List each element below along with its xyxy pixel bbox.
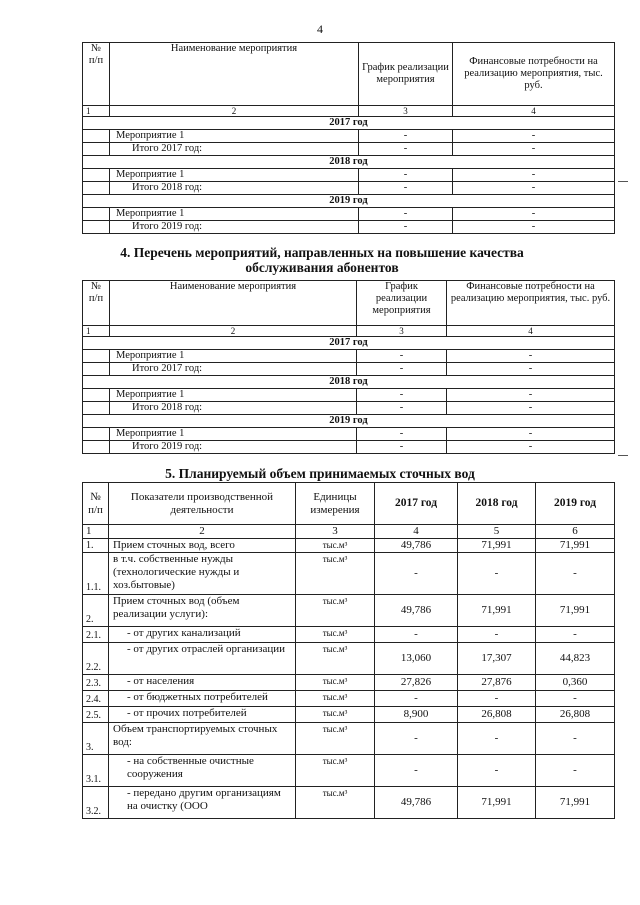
event-finance: -: [453, 208, 615, 221]
year-total-label: Итого 2018 год:: [110, 182, 359, 195]
value-2019: 71,991: [536, 787, 615, 819]
value-2017: -: [375, 691, 458, 707]
year-total-label: Итого 2017 год:: [110, 363, 357, 376]
value-2018: -: [458, 553, 536, 595]
value-2017: -: [375, 723, 458, 755]
indicator-name: - от прочих потребителей: [109, 707, 296, 723]
header-2017: 2017 год: [375, 483, 458, 525]
event-schedule: -: [359, 169, 453, 182]
value-2018: -: [458, 723, 536, 755]
header-finance: Финансовые потребности на реализацию мероприятия, тыс. руб.: [447, 281, 615, 326]
col-num: 2: [109, 525, 296, 539]
header-no: № п/п: [83, 483, 109, 525]
row-number: 1.1.: [83, 553, 109, 595]
event-finance: -: [447, 389, 615, 402]
total-finance: -: [453, 182, 615, 195]
value-2018: 71,991: [458, 595, 536, 627]
indicator-name: - от населения: [109, 675, 296, 691]
scan-margin-mark: [618, 455, 628, 456]
event-finance: -: [453, 130, 615, 143]
unit: тыс.м³: [296, 691, 375, 707]
value-2017: 13,060: [375, 643, 458, 675]
unit: тыс.м³: [296, 675, 375, 691]
header-2018: 2018 год: [458, 483, 536, 525]
event-finance: -: [453, 169, 615, 182]
year-row: 2018 год: [83, 376, 615, 389]
unit: тыс.м³: [296, 787, 375, 819]
events-table-previous: [82, 42, 615, 234]
page-number: 4: [317, 22, 323, 36]
col-num: 3: [359, 106, 453, 117]
value-2018: -: [458, 691, 536, 707]
value-2018: -: [458, 627, 536, 643]
value-2017: -: [375, 755, 458, 787]
value-2019: -: [536, 755, 615, 787]
unit: тыс.м³: [296, 755, 375, 787]
total-schedule: -: [357, 363, 447, 376]
indicator-name: Прием сточных вод, всего: [109, 539, 296, 553]
year-total-label: Итого 2019 год:: [110, 441, 357, 454]
row-number: 3.: [83, 723, 109, 755]
value-2018: 17,307: [458, 643, 536, 675]
section-5-title: 5. Планируемый объем принимаемых сточных вод: [165, 466, 475, 481]
year-total-label: Итого 2017 год:: [110, 143, 359, 156]
indicator-name: - на собственные очистные сооружения: [109, 755, 296, 787]
col-num: 6: [536, 525, 615, 539]
event-name: Мероприятие 1: [110, 350, 357, 363]
unit: тыс.м³: [296, 539, 375, 553]
total-finance: -: [447, 441, 615, 454]
header-unit: Единицы измерения: [296, 483, 375, 525]
events-table-service-quality: [82, 280, 615, 454]
value-2019: 0,360: [536, 675, 615, 691]
header-2019: 2019 год: [536, 483, 615, 525]
value-2017: -: [375, 553, 458, 595]
value-2017: 49,786: [375, 595, 458, 627]
indicator-name: - от бюджетных потребителей: [109, 691, 296, 707]
year-row: 2018 год: [83, 156, 615, 169]
value-2018: 26,808: [458, 707, 536, 723]
col-num: 1: [83, 106, 110, 117]
row-number: 2.1.: [83, 627, 109, 643]
event-schedule: -: [357, 350, 447, 363]
col-num: 2: [110, 106, 359, 117]
total-schedule: -: [357, 402, 447, 415]
col-num: 4: [375, 525, 458, 539]
total-schedule: -: [359, 143, 453, 156]
value-2019: 44,823: [536, 643, 615, 675]
value-2017: 27,826: [375, 675, 458, 691]
year-row: 2017 год: [83, 337, 615, 350]
header-name: Наименование мероприятия: [110, 43, 359, 106]
value-2018: 71,991: [458, 787, 536, 819]
col-num: 5: [458, 525, 536, 539]
event-finance: -: [447, 428, 615, 441]
value-2017: 49,786: [375, 539, 458, 553]
event-name: Мероприятие 1: [110, 169, 359, 182]
col-num: 1: [83, 525, 109, 539]
value-2018: 27,876: [458, 675, 536, 691]
unit: тыс.м³: [296, 707, 375, 723]
year-row: 2017 год: [83, 117, 615, 130]
row-number: 2.3.: [83, 675, 109, 691]
year-row: 2019 год: [83, 415, 615, 428]
wastewater-volume-table: [82, 482, 615, 819]
value-2019: -: [536, 723, 615, 755]
indicator-name: - передано другим организациям на очистку (ООО: [109, 787, 296, 819]
value-2019: -: [536, 553, 615, 595]
row-number: 1.: [83, 539, 109, 553]
value-2018: -: [458, 755, 536, 787]
col-num: 2: [110, 326, 357, 337]
event-schedule: -: [357, 389, 447, 402]
col-num: 3: [296, 525, 375, 539]
value-2019: 71,991: [536, 595, 615, 627]
value-2017: -: [375, 627, 458, 643]
year-row: 2019 год: [83, 195, 615, 208]
value-2019: 71,991: [536, 539, 615, 553]
row-number: 2.4.: [83, 691, 109, 707]
total-schedule: -: [359, 182, 453, 195]
total-schedule: -: [357, 441, 447, 454]
value-2019: -: [536, 691, 615, 707]
row-number: 2.5.: [83, 707, 109, 723]
row-number: 2.2.: [83, 643, 109, 675]
row-number: 3.1.: [83, 755, 109, 787]
indicator-name: - от других отраслей организации: [109, 643, 296, 675]
col-num: 4: [447, 326, 615, 337]
event-name: Мероприятие 1: [110, 208, 359, 221]
value-2017: 49,786: [375, 787, 458, 819]
indicator-name: - от других канализаций: [109, 627, 296, 643]
row-number: 2.: [83, 595, 109, 627]
row-number: 3.2.: [83, 787, 109, 819]
event-name: Мероприятие 1: [110, 130, 359, 143]
col-num: 4: [453, 106, 615, 117]
total-finance: -: [453, 221, 615, 234]
header-finance: Финансовые потребности на реализацию мероприятия, тыс. руб.: [453, 43, 615, 106]
value-2017: 8,900: [375, 707, 458, 723]
year-total-label: Итого 2018 год:: [110, 402, 357, 415]
unit: тыс.м³: [296, 627, 375, 643]
col-num: 1: [83, 326, 110, 337]
event-schedule: -: [357, 428, 447, 441]
total-schedule: -: [359, 221, 453, 234]
scan-margin-mark: [618, 181, 628, 182]
header-schedule: График реализации мероприятия: [357, 281, 447, 326]
year-total-label: Итого 2019 год:: [110, 221, 359, 234]
unit: тыс.м³: [296, 553, 375, 595]
event-name: Мероприятие 1: [110, 428, 357, 441]
total-finance: -: [453, 143, 615, 156]
unit: тыс.м³: [296, 723, 375, 755]
total-finance: -: [447, 363, 615, 376]
header-indicator: Показатели производственной деятельности: [109, 483, 296, 525]
indicator-name: Прием сточных вод (объем реализации услуги):: [109, 595, 296, 627]
col-num: 3: [357, 326, 447, 337]
section-4-title: 4. Перечень мероприятий, направленных на повышение качества обслуживания абонентов: [120, 245, 524, 275]
event-name: Мероприятие 1: [110, 389, 357, 402]
header-no: № п/п: [83, 281, 110, 326]
event-finance: -: [447, 350, 615, 363]
header-name: Наименование мероприятия: [110, 281, 357, 326]
value-2019: -: [536, 627, 615, 643]
indicator-name: в т.ч. собственные нужды (технологические нужды и хоз.бытовые): [109, 553, 296, 595]
indicator-name: Объем транспортируемых сточных вод:: [109, 723, 296, 755]
unit: тыс.м³: [296, 595, 375, 627]
header-no: № п/п: [83, 43, 110, 106]
value-2019: 26,808: [536, 707, 615, 723]
value-2018: 71,991: [458, 539, 536, 553]
unit: тыс.м³: [296, 643, 375, 675]
header-schedule: График реализации мероприятия: [359, 43, 453, 106]
total-finance: -: [447, 402, 615, 415]
event-schedule: -: [359, 130, 453, 143]
event-schedule: -: [359, 208, 453, 221]
